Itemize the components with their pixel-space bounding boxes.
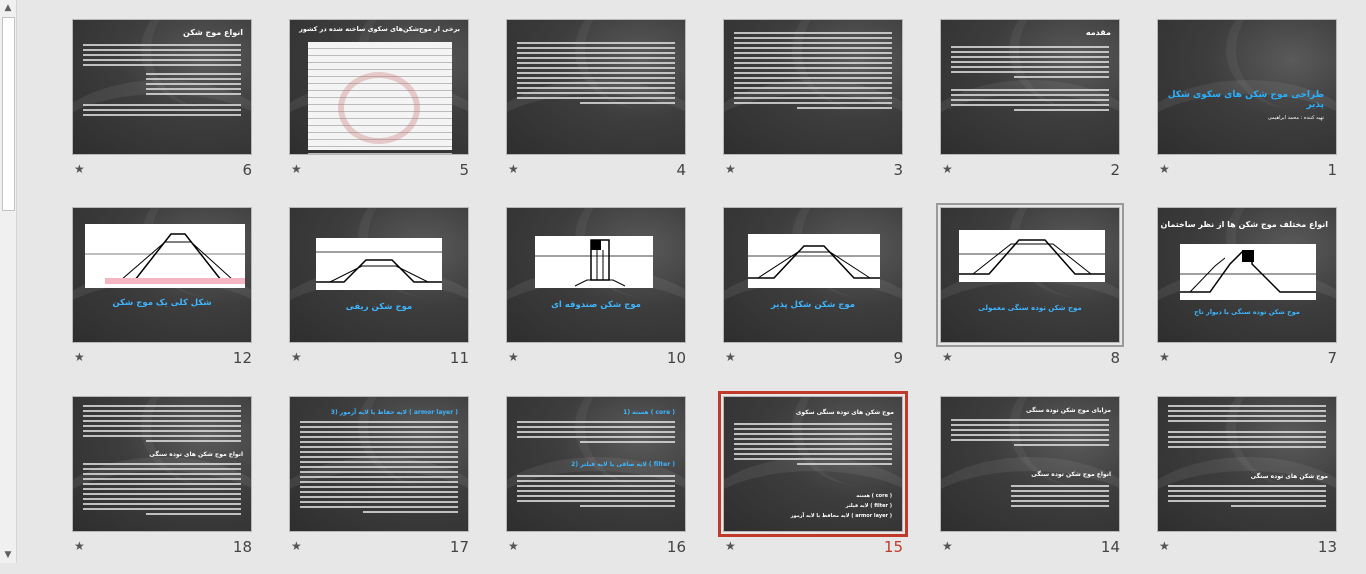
slide-thumbnail-11[interactable] [289, 207, 471, 385]
breakwater-section-diagram [85, 224, 245, 288]
star-icon[interactable]: ★ [1159, 162, 1170, 176]
slide-number: 7 [1327, 349, 1337, 367]
star-icon[interactable]: ★ [942, 350, 953, 364]
star-icon[interactable]: ★ [74, 162, 85, 176]
slide-number: 1 [1327, 161, 1337, 179]
slide-caption: موج شکن صندوقه ای [551, 300, 641, 310]
slide-preview[interactable] [72, 19, 252, 155]
slide-thumbnail-18[interactable] [72, 396, 254, 574]
scroll-up-icon[interactable]: ▲ [4, 3, 12, 13]
slide-preview[interactable] [506, 396, 686, 532]
slide-preview[interactable] [940, 207, 1120, 343]
layer-item-core: ( core ) هسته [856, 493, 892, 499]
slide-thumbnail-13[interactable] [1157, 396, 1339, 574]
slide-caption: شکل کلی یک موج شکن [112, 298, 212, 308]
slide-number: 14 [1100, 538, 1120, 556]
slide-number: 9 [893, 349, 903, 367]
slide-thumbnail-5[interactable] [289, 19, 471, 197]
slide-number: 10 [666, 349, 686, 367]
slide-preview[interactable] [289, 19, 469, 155]
slide-thumbnail-10[interactable] [506, 207, 688, 385]
star-icon[interactable]: ★ [942, 162, 953, 176]
slide-title: انواع مختلف موج شکن ها از نظر ساختمان [1160, 220, 1328, 229]
slide-preview[interactable] [289, 396, 469, 532]
slide-caption: موج شکن ریفی [345, 302, 413, 312]
reef-diagram [316, 238, 442, 290]
slide-preview[interactable] [289, 207, 469, 343]
star-icon[interactable]: ★ [1159, 350, 1170, 364]
slide-number: 11 [449, 349, 469, 367]
slide-preview[interactable] [1157, 207, 1337, 343]
star-icon[interactable]: ★ [74, 350, 85, 364]
star-icon[interactable]: ★ [291, 162, 302, 176]
caisson-diagram [535, 236, 653, 288]
slide-subtitle: تهیه کننده : محمد ابراهیمی [1267, 115, 1324, 121]
slide-number: 18 [232, 538, 252, 556]
slide-preview[interactable] [940, 396, 1120, 532]
slide-title: مقدمه [1085, 28, 1111, 37]
star-icon[interactable]: ★ [725, 162, 736, 176]
layer-item-armor: ( armor layer ) لایه محافظ یا لایه آرمور [790, 513, 892, 519]
slide-text-block [1168, 405, 1326, 451]
slide-number: 6 [242, 161, 252, 179]
slide-thumbnail-8[interactable] [940, 207, 1122, 385]
slide-number: 12 [232, 349, 252, 367]
slide-number: 2 [1110, 161, 1120, 179]
table-image [308, 42, 452, 150]
star-icon[interactable]: ★ [1159, 539, 1170, 553]
slide-title-2: انواع موج شکن توده سنگی [1031, 471, 1111, 478]
slide-title: انواع موج شکن [183, 28, 243, 37]
slide-thumbnail-15[interactable] [723, 396, 905, 574]
slide-thumbnail-17[interactable] [289, 396, 471, 574]
slide-text-block [517, 475, 675, 510]
slide-thumbnail-9[interactable] [723, 207, 905, 385]
slide-number: 5 [459, 161, 469, 179]
star-icon[interactable]: ★ [291, 539, 302, 553]
slide-text-block [951, 46, 1109, 114]
slide-text-block [517, 42, 675, 107]
slide-number: 8 [1110, 349, 1120, 367]
slide-thumbnail-1[interactable] [1157, 19, 1339, 197]
slide-title: ( core ) هسته (1 [623, 409, 675, 416]
slide-thumbnail-7[interactable] [1157, 207, 1339, 385]
star-icon[interactable]: ★ [508, 162, 519, 176]
star-icon[interactable]: ★ [508, 350, 519, 364]
slide-number: 13 [1317, 538, 1337, 556]
slide-title-2: ( filter ) لایه صافی یا لایه فیلتر (2 [571, 461, 675, 468]
slide-thumbnail-16[interactable] [506, 396, 688, 574]
slide-text-block [517, 421, 675, 446]
slide-caption: موج شکن شکل پذیر [770, 300, 856, 310]
slide-text-block [300, 421, 458, 516]
slide-text-block [83, 463, 241, 518]
slide-title: موج شکن های توده سنگی سکوی [795, 409, 894, 416]
slide-thumbnail-12[interactable] [72, 207, 254, 385]
slide-title: طراحی موج شکن های سکوی شکل پذیر [1167, 90, 1324, 110]
breakwater-diagram [1180, 244, 1316, 300]
slide-number: 4 [676, 161, 686, 179]
star-icon[interactable]: ★ [725, 350, 736, 364]
slide-caption: موج شکن توده سنگی با دیوار تاج [1194, 308, 1300, 316]
slide-number: 15 [883, 538, 903, 556]
slide-preview[interactable] [506, 19, 686, 155]
star-icon[interactable]: ★ [74, 539, 85, 553]
slide-title: برخی از موج‌شکن‌های سکوی ساخته شده در کشور [299, 25, 460, 33]
slide-number: 3 [893, 161, 903, 179]
slide-text-block [1011, 485, 1109, 510]
breakwater-diagram [748, 234, 880, 288]
slide-preview[interactable] [723, 207, 903, 343]
slide-preview[interactable] [72, 396, 252, 532]
slide-number: 16 [666, 538, 686, 556]
slide-preview[interactable] [72, 207, 252, 343]
slide-thumbnail-6[interactable] [72, 19, 254, 197]
slide-preview[interactable] [1157, 19, 1337, 155]
slide-caption: موج شکن توده سنگی معمولی [978, 304, 1082, 312]
slide-title: مزایای موج شکن توده سنگی [1026, 407, 1111, 414]
slide-text-block [1168, 485, 1326, 510]
slide-text-block [951, 419, 1109, 449]
slide-text-block [83, 405, 241, 445]
slide-number: 17 [449, 538, 469, 556]
slide-thumbnail-4[interactable] [506, 19, 688, 197]
slide-preview[interactable] [723, 19, 903, 155]
slide-preview[interactable] [940, 19, 1120, 155]
breakwater-diagram [959, 230, 1105, 282]
slide-thumbnail-14[interactable] [940, 396, 1122, 574]
slide-text-block [734, 423, 892, 468]
scroll-down-icon[interactable]: ▼ [4, 550, 12, 560]
layer-item-filter: ( filter ) لایه فیلتر [845, 503, 892, 509]
slide-thumbnail-3[interactable] [723, 19, 905, 197]
slide-title: ( armor layer ) لایه حفاظ یا لایه آرمور (3 [330, 409, 458, 416]
slide-preview[interactable] [506, 207, 686, 343]
slide-preview[interactable] [723, 396, 903, 532]
slide-text-block [83, 44, 241, 119]
slide-thumbnail-2[interactable] [940, 19, 1122, 197]
slide-preview[interactable] [1157, 396, 1337, 532]
slide-title: موج شکن های توده سنگی [1250, 473, 1328, 480]
star-icon[interactable]: ★ [942, 539, 953, 553]
slide-text-block [734, 32, 892, 112]
star-icon[interactable]: ★ [291, 350, 302, 364]
slide-title: انواع موج شکن های توده سنگی [149, 451, 243, 458]
star-icon[interactable]: ★ [725, 539, 736, 553]
star-icon[interactable]: ★ [508, 539, 519, 553]
